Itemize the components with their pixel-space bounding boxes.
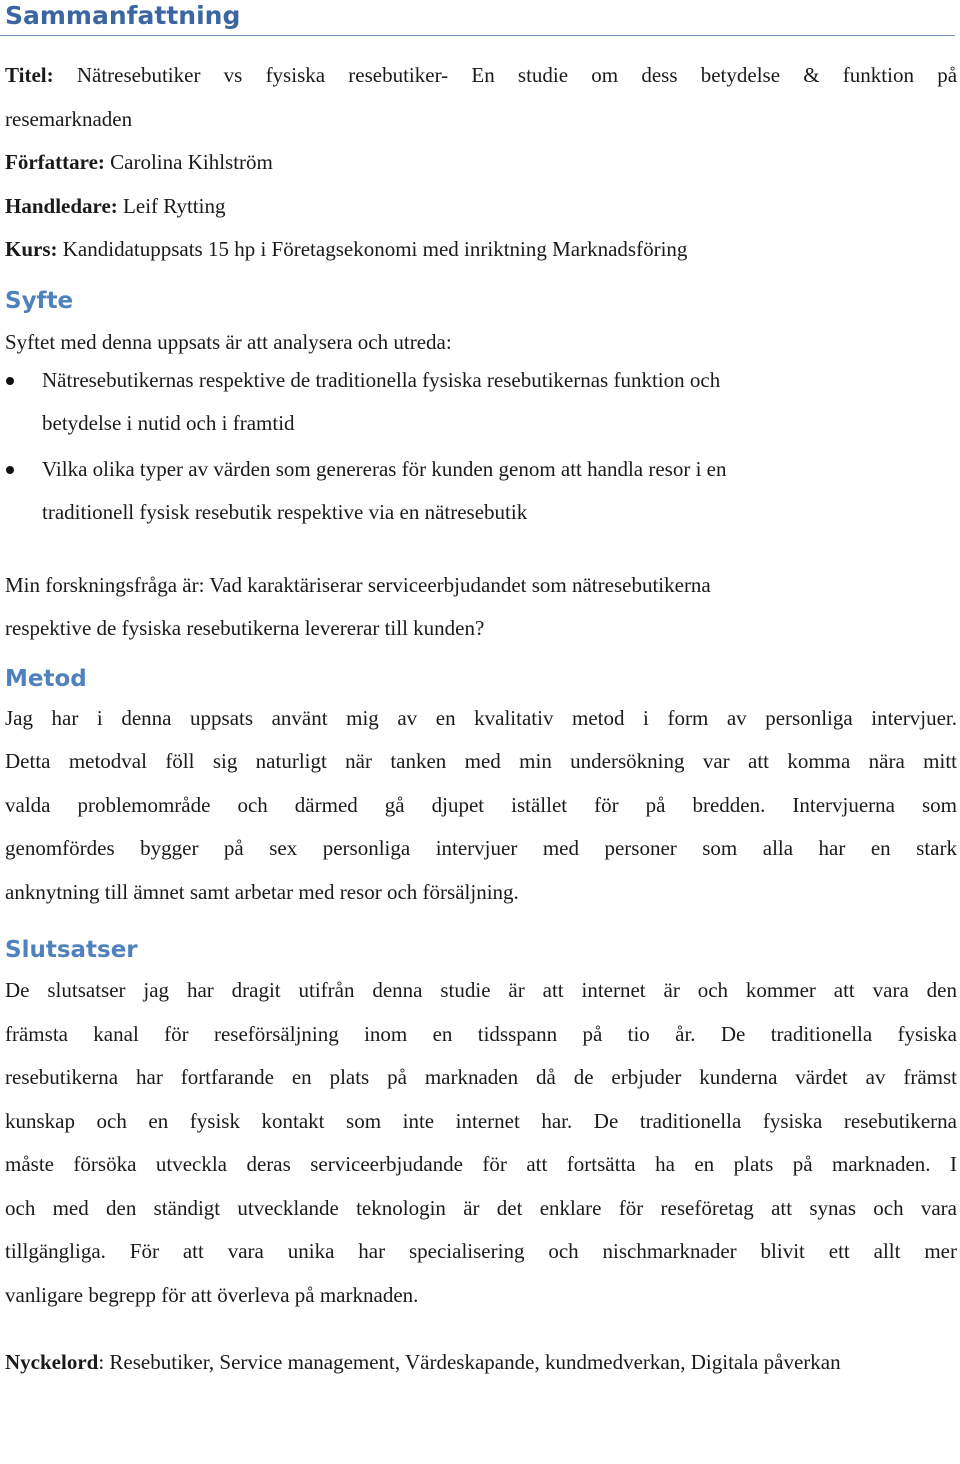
keywords-text: Resebutiker, Service management, Värdeskapande, kundmedverkan, Digitala påverkan <box>109 1350 841 1374</box>
supervisor-line <box>5 185 957 229</box>
title-line-1 <box>5 54 957 98</box>
slutsatser-line: tillgängliga. För att vara unika har specialisering och nischmarknader blivit ett allt mer <box>5 1239 957 1263</box>
bullet-text-2: traditionell fysisk resebutik respektive via en nätresebutik <box>42 500 528 524</box>
slutsatser-line: kunskap och en fysisk kontakt som inte internet har. De traditionella fysiska resebutikerna <box>5 1108 957 1133</box>
page-title: Sammanfattning <box>5 1 241 30</box>
slutsatser-line: vanligare begrepp för att överleva på marknaden. <box>5 1282 419 1307</box>
metod-line: valda problemområde och därmed gå djupet istället för på bredden. Intervjuerna som <box>5 792 957 817</box>
supervisor-name: Leif Rytting <box>123 193 226 218</box>
slutsatser-heading: Slutsatser <box>5 937 138 963</box>
course-label: Kurs: <box>5 237 58 261</box>
syfte-bullet-list <box>5 359 957 535</box>
metod-heading: Metod <box>5 665 87 692</box>
document-page <box>5 0 957 1377</box>
bullet-icon <box>6 377 14 385</box>
research-question-line-2: respektive de fysiska resebutikerna levererar till kunden? <box>5 616 485 640</box>
supervisor-label: Handledare: <box>5 193 118 218</box>
slutsatser-line: måste försöka utveckla deras serviceerbjudande för att fortsätta ha en plats på marknaden. I <box>5 1152 957 1176</box>
bullet-icon <box>6 466 14 474</box>
slutsatser-paragraph <box>5 969 957 1317</box>
syfte-intro: Syftet med denna uppsats är att analysera och utreda: <box>5 329 452 354</box>
metod-line: Jag har i denna uppsats använt mig av en kvalitativ metod i form av personliga intervjuer. <box>5 705 957 730</box>
metod-line: anknytning till ämnet samt arbetar med resor och försäljning. <box>5 879 519 904</box>
metod-line: genomfördes bygger på sex personliga intervjuer med personer som alla har en stark <box>5 836 957 860</box>
author-name: Carolina Kihlström <box>110 150 273 174</box>
metod-paragraph <box>5 697 957 915</box>
title-text: Nätresebutiker vs fysiska resebutiker- En studie om dess betydelse & funktion på <box>76 63 958 87</box>
course-text: Kandidatuppsats 15 hp i Företagsekonomi med inriktning Marknadsföring <box>62 237 688 261</box>
author-line <box>5 141 957 185</box>
title-label: Titel: <box>5 63 54 87</box>
slutsatser-line: och med den ständigt utvecklande teknologin är det enklare för reseföretag att synas och vara <box>5 1195 957 1220</box>
meta-block <box>5 54 957 272</box>
bullet-text-1: Nätresebutikernas respektive de traditionella fysiska resebutikernas funktion och <box>42 367 721 392</box>
author-label: Författare: <box>5 150 105 174</box>
syfte-heading: Syfte <box>5 287 74 314</box>
slutsatser-line: främsta kanal för reseförsäljning inom en tidsspann på tio år. De traditionella fysiska <box>5 1021 957 1046</box>
bullet-text-2: betydelse i nutid och i framtid <box>42 411 295 435</box>
metod-line: Detta metodval föll sig naturligt när tanken med min undersökning var att komma nära mitt <box>5 749 957 773</box>
list-item <box>5 359 957 446</box>
slutsatser-line: De slutsatser jag har dragit utifrån denna studie är att internet är och kommer att vara den <box>5 978 957 1002</box>
course-line <box>5 228 957 272</box>
keywords-line: Nyckelord: Resebutiker, Service management, Värdeskapande, kundmedverkan, Digitala påverkan <box>5 1350 841 1374</box>
research-question-line-1: Min forskningsfråga är: Vad karaktäriserar serviceerbjudandet som nätresebutikerna <box>5 572 711 597</box>
title-line-2: resemarknaden <box>5 106 133 131</box>
bullet-text-1: Vilka olika typer av värden som genereras för kunden genom att handla resor i en <box>42 456 727 481</box>
slutsatser-line: resebutikerna har fortfarande en plats på marknaden då de erbjuder kunderna värdet av främst <box>5 1065 957 1089</box>
keywords-label: Nyckelord <box>5 1350 99 1374</box>
list-item <box>5 448 957 535</box>
